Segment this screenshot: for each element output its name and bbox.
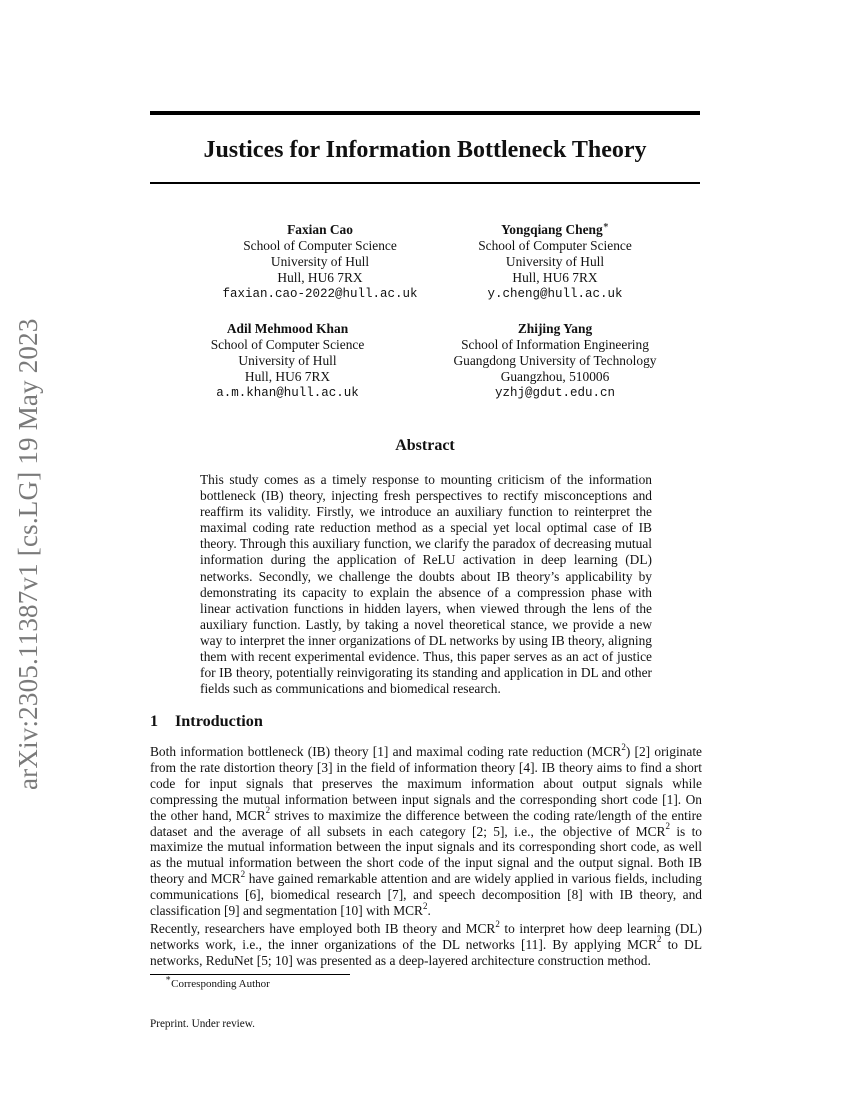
paper-title: Justices for Information Bottleneck Theory (203, 137, 647, 163)
author-email[interactable]: yzhj@gdut.edu.cn (494, 386, 616, 400)
body-paragraph: Recently, researchers have employed both IB theory and MCR$^2$ to interpret how deep learning (DL) networks work, i.e., the inner organizations of the DL networks [11]. By applying MCR$^2$ to DL networks, ReduNet [5; 10] was presented as a deep-layered architecture construction method. (150, 918, 702, 968)
footnote-mark: ∗ (165, 973, 172, 984)
author-name: Zhijing Yang (517, 321, 593, 336)
section-heading (150, 711, 263, 731)
author-name: Adil Mehmood Khan (226, 321, 349, 336)
abstract-heading: Abstract (395, 437, 455, 454)
title-bottom-rule (150, 182, 700, 184)
author-email[interactable]: faxian.cao-2022@hull.ac.uk (222, 287, 418, 301)
author-institution: University of Hull (505, 254, 605, 269)
author-affiliation: School of Computer Science (478, 238, 632, 253)
author-institution: Guangdong University of Technology (453, 353, 657, 368)
section-title: Introduction (175, 712, 263, 730)
author-name: Yongqiang Cheng∗ (501, 219, 609, 237)
footnote-rule (150, 974, 350, 975)
author-address: Guangzhou, 510006 (500, 369, 610, 384)
author-institution: University of Hull (238, 353, 337, 368)
author-block (150, 321, 425, 401)
author-email[interactable]: y.cheng@hull.ac.uk (487, 287, 623, 301)
corresponding-mark: ∗ (602, 219, 609, 230)
footnote-text: Corresponding Author (171, 978, 270, 990)
author-address: Hull, HU6 7RX (512, 270, 598, 285)
title-top-rule (150, 111, 700, 115)
arxiv-side-label (8, 290, 48, 790)
author-affiliation: School of Computer Science (243, 238, 397, 253)
abstract-text: This study comes as a timely response to mounting criticism of the information bottleneck (IB) theory, injecting fresh perspectives to rectify misconceptions and reaffirm its validity. Firstly, we introduce an auxiliary function to reinterpret the maximal coding rate reduction method as a special yet local optimal case of IB theory. Through this auxiliary function, we clarify the paradox of decreasing mutual information during the application of ReLU activation in deep learning (DL) networks. Secondly, we challenge the doubts about IB theory’s applicability by demonstrating its capacity to explain the absence of a compression phase with linear activation functions in hidden layers, when viewed through the lens of the auxiliary function. Lastly, by taking a novel theoretical stance, we provide a new way to interpret the inner organizations of DL networks by using IB theory, aligning them with recent experimental evidence. Thus, this paper serves as an act of justice for IB theory, potentially reinvigorating its standing and application in DL and other fields such as communications and biomedical research. (200, 472, 652, 697)
author-affiliation: School of Information Engineering (461, 337, 649, 352)
arxiv-identifier: arXiv:2305.11387v1 [cs.LG] 19 May 2023 (13, 318, 43, 790)
author-name: Faxian Cao (287, 222, 353, 237)
author-affiliation: School of Computer Science (210, 337, 365, 352)
footnote (165, 973, 270, 991)
author-email[interactable]: a.m.khan@hull.ac.uk (216, 386, 359, 400)
author-block (190, 222, 450, 302)
author-block (410, 321, 700, 401)
author-institution: University of Hull (270, 254, 370, 269)
author-block (440, 219, 670, 302)
body-paragraph: Both information bottleneck (IB) theory [1] and maximal coding rate reduction (MCR$^2$) [2] originate from the rate distortion theory [3] in the field of information theory [4]. IB theory aims to find a short code for input signals that preserves the maximum information about output signals while compressing the mutual information between input signals and the corresponding short code [1]. On the other hand, MCR$^2$ strives to maximize the difference between the coding rate/length of the entire dataset and the average of all subsets in each category [2; 5], i.e., the objective of MCR$^2$ is to maximize the mutual information between the input signals and its corresponding short code, as well as the mutual information between the short code of the input signal and the output signal. Both IB theory and MCR$^2$ have gained remarkable attention and are widely applied in various fields, including communications [6], biomedical research [7], and speech decomposition [8] with IB theory, and classification [9] and segmentation [10] with MCR$^2$. (150, 741, 703, 919)
author-address: Hull, HU6 7RX (277, 270, 363, 285)
author-address: Hull, HU6 7RX (244, 369, 331, 384)
section-number: 1 (150, 712, 159, 730)
page-footer: Preprint. Under review. (150, 1018, 255, 1030)
